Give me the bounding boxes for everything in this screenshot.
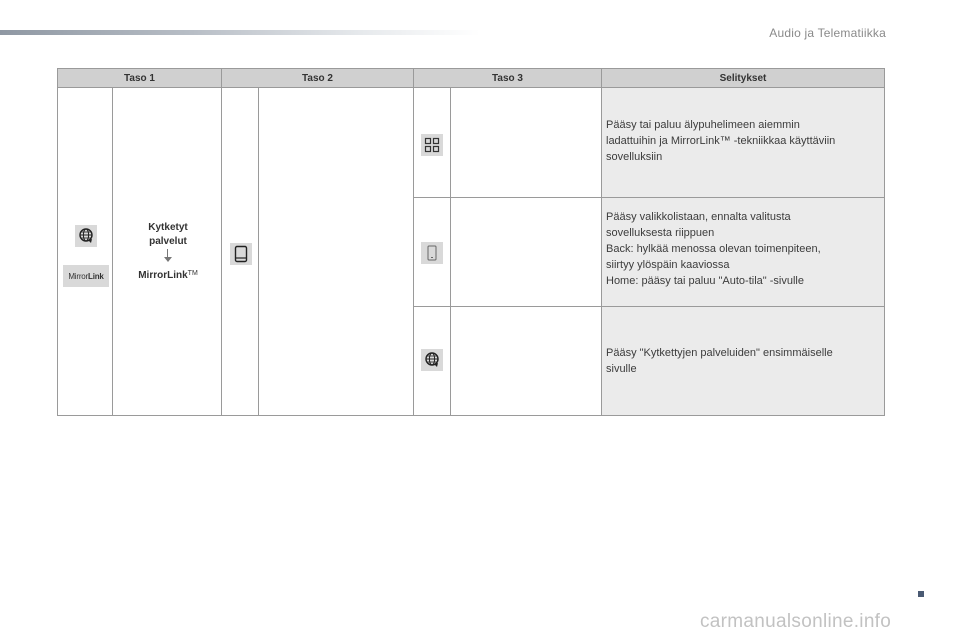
description-line: ladattuihin ja MirrorLink™ -tekniikkaa käyttäviin <box>606 135 836 147</box>
description-applications <box>606 117 876 165</box>
app-grid-icon <box>421 134 443 156</box>
level1-label-line2: palvelut <box>149 236 187 247</box>
level1-icon-column <box>58 88 113 415</box>
globe-return-icon <box>421 349 443 371</box>
mirrorlink-logo-text-b: Link <box>88 271 104 281</box>
description-line: Pääsy valikkolistaan, ennalta valitusta <box>606 211 791 223</box>
description-line: sovelluksesta riippuen <box>606 227 715 239</box>
column-header-level1: Taso 1 <box>58 69 222 88</box>
level1-label-line1: Kytketyt <box>148 222 188 233</box>
down-arrow-icon <box>164 257 172 262</box>
description-line: sovelluksiin <box>606 151 663 163</box>
description-menu <box>606 209 876 289</box>
level3-label-column <box>451 88 602 415</box>
description-line: Pääsy tai paluu älypuhelimeen aiemmin <box>606 119 800 131</box>
description-line: Home: pääsy tai paluu "Auto-tila" -sivulle <box>606 275 804 287</box>
column-header-descriptions: Selitykset <box>602 69 884 88</box>
page-marker <box>918 591 924 597</box>
mirrorlink-trademark: TM <box>187 270 198 277</box>
description-line: Back: hylkää menossa olevan toimenpiteen, <box>606 243 821 255</box>
connected-services-globe-icon <box>75 225 97 247</box>
menu-structure-table <box>57 68 885 416</box>
description-line: siirtyy ylöspäin kaaviossa <box>606 259 730 271</box>
page-header-title: Audio ja Telematiikka <box>769 26 886 40</box>
description-connected-services <box>606 345 876 377</box>
phone-outline-icon <box>421 242 443 264</box>
description-line: sivulle <box>606 363 637 375</box>
mirrorlink-label-text: MirrorLink <box>138 270 188 281</box>
watermark-text: carmanualsonline.info <box>700 611 892 632</box>
mirrorlink-label <box>114 270 222 281</box>
row-divider-1 <box>414 197 884 198</box>
column-header-level2: Taso 2 <box>222 69 414 88</box>
level2-label-column <box>259 88 414 415</box>
row-divider-2 <box>414 306 884 307</box>
smartphone-icon <box>230 243 252 265</box>
mirrorlink-logo <box>63 265 109 287</box>
header-gradient-bar <box>0 30 480 35</box>
mirrorlink-logo-text-a: Mirror <box>68 271 89 281</box>
description-line: Pääsy "Kytkettyjen palveluiden" ensimmäiselle <box>606 347 833 359</box>
column-header-level3: Taso 3 <box>414 69 602 88</box>
